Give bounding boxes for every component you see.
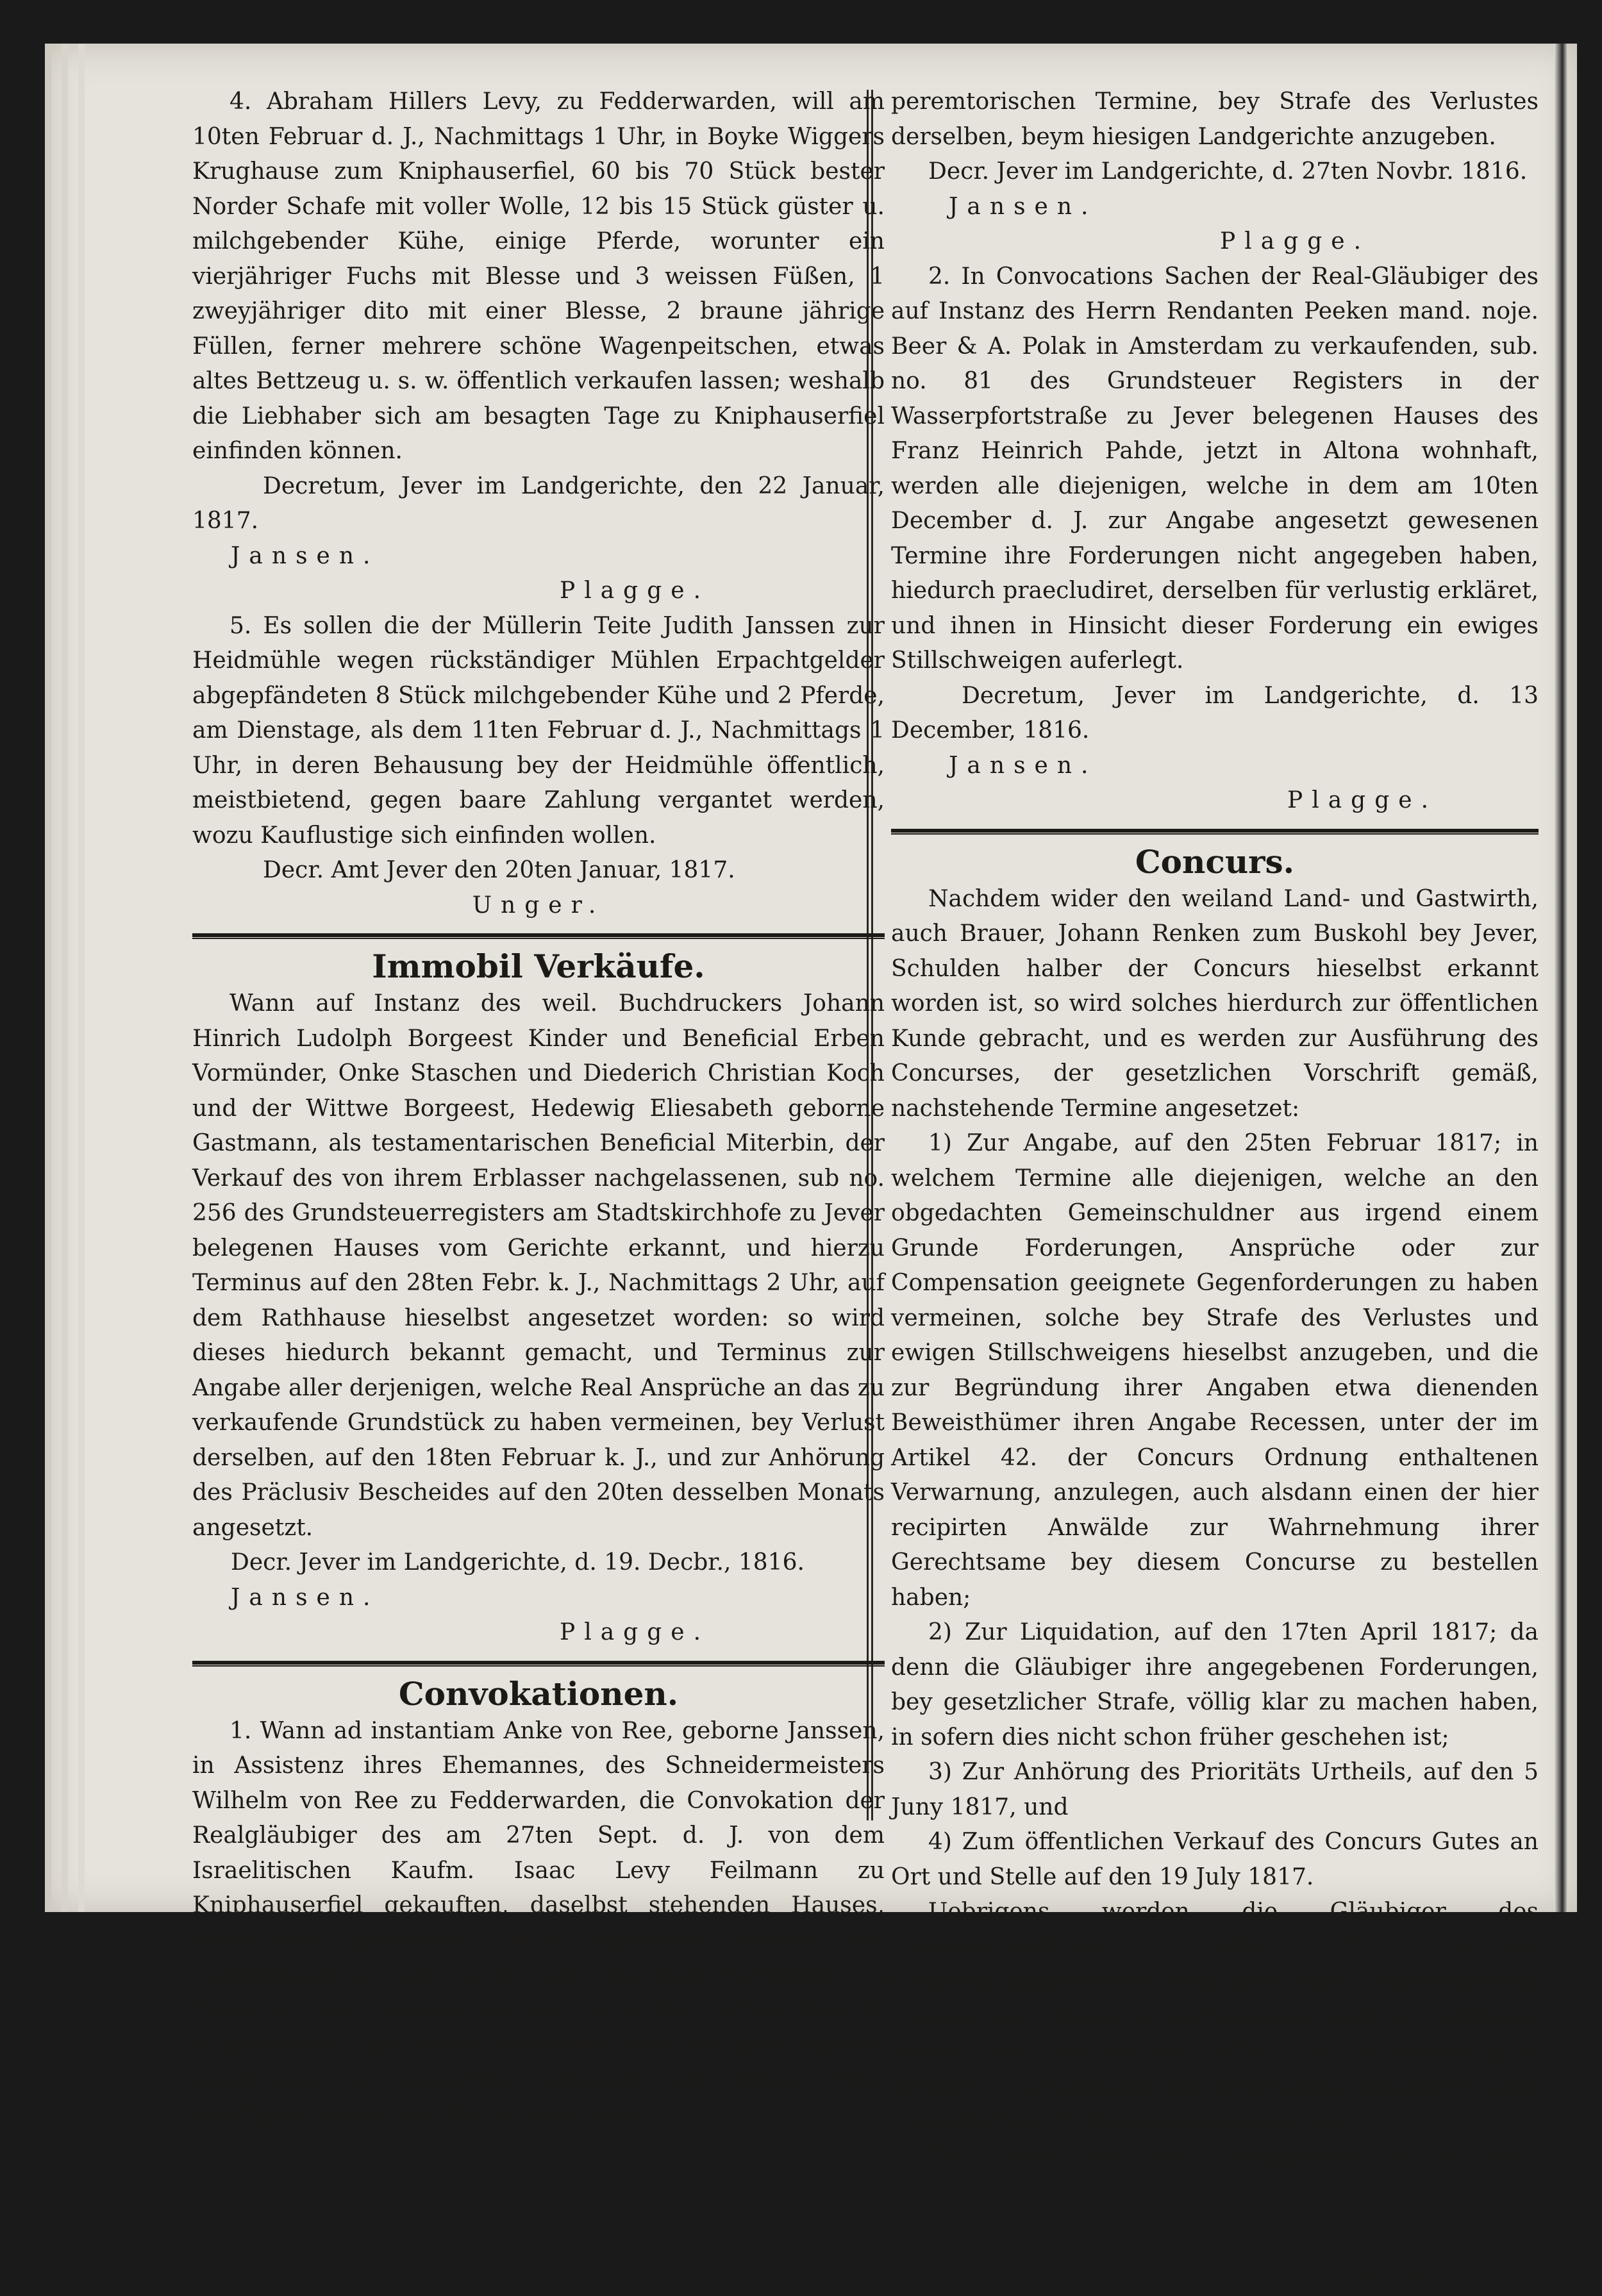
section-rule: [192, 1661, 885, 1667]
concurs-term-1: 1) Zur Angabe, auf den 25ten Februar 1817; in welchem Termine alle diejenigen, welche an den obgedachten Gemeinschuldner aus irgend einem Grunde Forderungen, Ansprüche oder zur Compensation geeignete Gegenforderungen zu haben vermeinen, solche bey Strafe des Verlustes und ewigen Stillschweigens hieselbst anzugeben, und die zur Begründung ihrer Angaben etwa dienenden Beweisthümer ihren Angabe Recessen, unter der im Artikel 42. der Concurs Ordnung enthaltenen Verwarnung, anzulegen, auch alsdann einen der hier recipirten Anwälde zur Wahrnehmung ihrer Gerechtsame bey diesem Concurse zu bestellen haben;: [891, 1130, 1539, 1611]
immobil-signature-2: Plagge.: [559, 1619, 710, 1645]
convocation-2-signature: Jansen.: [949, 752, 1097, 779]
notice-4-decree: Decretum, Jever im Landgerichte, den 22 Januar, 1817.: [192, 472, 885, 534]
concurs-term-2: 2) Zur Liquidation, auf den 17ten April 1817; da denn die Gläubiger ihre angegebenen Forderungen, bey gesetzlicher Strafe, völlig klar zu machen haben, in sofern dies nicht schon früher geschehen ist;: [891, 1619, 1539, 1751]
page-edge: [78, 44, 85, 1912]
concurs-decree: Decr. Jever aus dem Landgerichte, d. 14 Dec., 1816.: [891, 2143, 1539, 2204]
section-rule: [192, 933, 885, 939]
convocation-2-signature-2: Plagge.: [1287, 787, 1438, 813]
right-column: [891, 85, 1539, 2296]
concurs-term-4: 4) Zum öffentlichen Verkauf des Concurs Gutes an Ort und Stelle auf den 19 July 1817.: [891, 1829, 1539, 1890]
immobil-signature: Jansen.: [231, 1584, 380, 1611]
heading-convokationen: Convokationen.: [398, 1674, 679, 1713]
notice-4-text: 4. Abraham Hillers Levy, zu Fedderwarden, will am 10ten Februar d. J., Nachmittags 1 Uhr, in Boyke Wiggers Krughause zum Kniphauserfiel, 60 bis 70 Stück bester Norder Schafe mit voller Wolle, 12 bis 15 Stück güster u. milchgebender Kühe, einige Pferde, worunter ein vierjähriger Fuchs mit Blesse und 3 weissen Füßen, 1 zweyjähriger dito mit einer Blesse, 2 braune jährige Füllen, ferner mehrere schöne Wagenpeitschen, etwas altes Bettzeug u. s. w. öffentlich verkaufen lassen; weshalb die Liebhaber sich am besagten Tage zu Kniphauserfiel einfinden können.: [192, 88, 885, 464]
convocation-2-decree: Decretum, Jever im Landgerichte, d. 13 December, 1816.: [891, 682, 1539, 744]
notice-5-text: 5. Es sollen die der Müllerin Teite Judith Janssen zur Heidmühle wegen rückständiger Mühlen Erpachtgelder abgepfändeten 8 Stück milchgebender Kühe und 2 Pferde, am Dienstage, als dem 11ten Februar d. J., Nachmittags 1 Uhr, in deren Behausung bey der Heidmühle öffentlich, meistbietend, gegen baare Zahlung vergantet werden, wozu Kauflustige sich einfinden wollen.: [192, 612, 885, 849]
convocation-1-decree: Decr. Jever im Landgerichte, d. 27ten Novbr. 1816.: [928, 158, 1528, 185]
convocation-1-signature: Jansen.: [949, 193, 1097, 220]
concurs-additional: Uebrigens werden die Gläubiger des Gemeinschuldners in Gemäßheit §. 32. der Concurs Ordnung aufgefordert, sich über einen anzustellenden Curator der Masse zu vereinbaren, und ein tüchtiges Subject dazu auf den 6ten März 1817 in Vorschlag zu bringen; widrigenfalls die Bestellung desselben nach richterlichem Ermessen geschehen wird.: [891, 1899, 1539, 2134]
notice-5-decree: Decr. Amt Jever den 20ten Januar, 1817.: [263, 857, 735, 883]
concurs-signature: Jansen.: [949, 2213, 1097, 2240]
heading-immobil-verkaeufe: Immobil Verkäufe.: [372, 947, 705, 985]
convocation-1-signature-2: Plagge.: [1219, 228, 1371, 254]
page-edge: [62, 44, 68, 1912]
page-edge: [45, 44, 51, 1912]
convocation-2-text: 2. In Convocations Sachen der Real-Gläubiger des auf Instanz des Herrn Rendanten Peeken mand. noje. Beer & A. Polak in Amsterdam zu verkaufenden, sub. no. 81 des Grundsteuer Registers in der Wasserpfortstraße zu Jever belegenen Hauses des Franz Heinrich Pahde, jetzt in Altona wohnhaft, werden alle diejenigen, welche in dem am 10ten December d. J. zur Angabe angesetzt gewesenen Termine ihre Forderungen nicht angegeben haben, hiedurch praecludiret, derselben für verlustig erkläret, und ihnen in Hinsicht dieser Forderung ein ewiges Stillschweigen auferlegt.: [891, 263, 1539, 674]
heading-concurs: Concurs.: [1135, 842, 1295, 881]
binding-gutter: [1554, 44, 1568, 1912]
immobil-text: Wann auf Instanz des weil. Buchdruckers Johann Hinrich Ludolph Borgeest Kinder und Beneficial Erben Vormünder, Onke Staschen und Diederich Christian Koch und der Wittwe Borgeest, Hedewig Eliesabeth geborne Gastmann, als testamentarischen Beneficial Miterbin, der Verkauf des von ihrem Erblasser nachgelassenen, sub no. 256 des Grundsteuerregisters am Stadtskirchhofe zu Jever belegenen Hauses vom Gerichte erkannt, und hierzu Terminus auf den 28ten Febr. k. J., Nachmittags 2 Uhr, auf dem Rathhause hieselbst angesetzet worden: so wird dieses hiedurch bekannt gemacht, und Terminus zur Angabe aller derjenigen, welche Real Ansprüche an das zu verkaufende Grundstück zu haben vermeinen, bey Verlust derselben, auf den 18ten Februar k. J., und zur Anhörung des Präclusiv Bescheides auf den 20ten desselben Monats angesetzt.: [192, 990, 885, 1541]
notice-4-signature: Jansen.: [231, 542, 380, 569]
concurs-term-3: 3) Zur Anhörung des Prioritäts Urtheils, auf den 5 Juny 1817, und: [891, 1759, 1539, 1820]
left-column: [192, 85, 885, 2133]
convocation-1-continued: peremtorischen Termine, bey Strafe des Verlustes derselben, beym hiesigen Landgerichte anzugeben.: [891, 88, 1539, 150]
concurs-text: Nachdem wider den weiland Land- und Gastwirth, auch Brauer, Johann Renken zum Buskohl bey Jever, Schulden halber der Concurs hieselbst erkannt worden ist, so wird solches hierdurch zur öffentlichen Kunde gebracht, und es werden zur Ausführung des Concurses, der gesetzlichen Vorschrift gemäß, nachstehende Termine angesetzet:: [891, 885, 1539, 1122]
convocation-1-text: 1. Wann ad instantiam Anke von Ree, geborne Janssen, in Assistenz ihres Ehemannes, des Schneidermeisters Wilhelm von Ree zu Fedderwarden, die Convokation der Realgläubiger des am 27ten Sept. d. J. von dem Israelitischen Kaufm. Isaac Levy Feilmann zu Kniphauserfiel gekauften, daselbst stehenden Hauses, nebst dazu gehörigen Garten Staketten, Kirchen und Lägerstellen in der Kirche und auf dem Kirchhofe zu Fedderwarden, erkannt worden: so werden selbige hiermit aufgefordert, ihre etwa habenden real- und privilegirten Ansprüche an gedachtes Immobil am 18ten Febr. künftigen Jahres, als dem angesetzten: [192, 1717, 885, 2128]
concurs-signature-2: Plagge.: [1319, 2265, 1470, 2291]
notice-5-signature: Unger.: [472, 892, 605, 919]
immobil-decree: Decr. Jever im Landgerichte, d. 19. Decbr., 1816.: [231, 1549, 805, 1576]
section-rule: [891, 829, 1539, 835]
notice-4-signature-2: Plagge.: [559, 578, 710, 604]
